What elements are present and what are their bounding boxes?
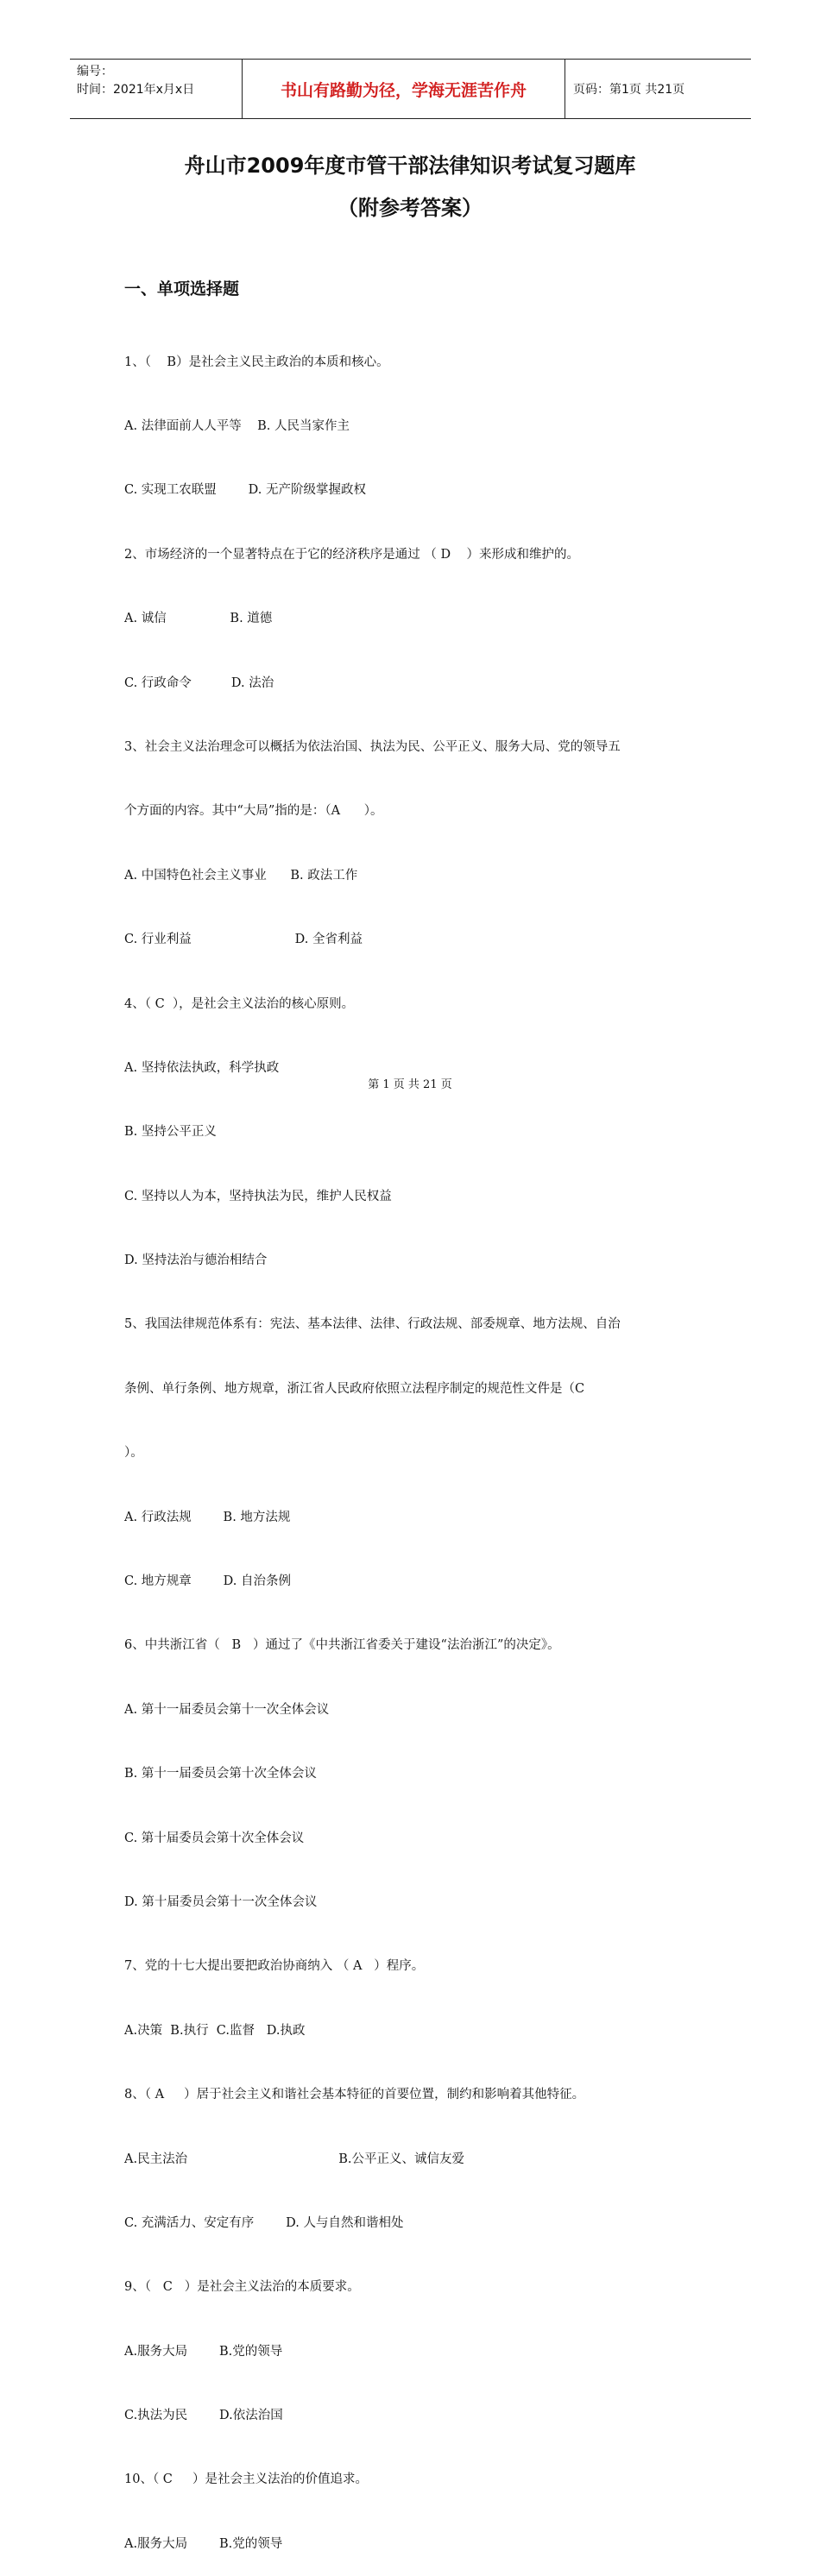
text-line: 8、（ A ）居于社会主义和谐社会基本特征的首要位置，制约和影响着其他特征。 — [124, 2088, 585, 2102]
text-line: 3、社会主义法治理念可以概括为依法治国、执法为民、公平正义、服务大局、党的领导五 — [124, 739, 621, 754]
text-line: 5、我国法律规范体系有：宪法、基本法律、法律、行政法规、部委规章、地方法规、自治 — [124, 1317, 621, 1332]
text-line: A. 坚持依法执政，科学执政 — [124, 1060, 280, 1075]
text-line: A. 中国特色社会主义事业 B. 政法工作 — [124, 868, 358, 883]
time-label: 时间：2021年x月x日 — [77, 83, 195, 97]
text-line: C. 行政命令 D. 法治 — [124, 675, 274, 690]
question-list — [124, 309, 701, 2576]
document-subtitle: （附参考答案） — [337, 196, 483, 220]
page-footer: 第 1 页 共 21 页 — [368, 1078, 452, 1091]
header-motto: 书山有路勤为径，学海无涯苦作舟 — [280, 80, 527, 100]
text-line: D. 第十届委员会第十一次全体会议 — [124, 1894, 318, 1909]
text-line: C.执法为民 D.依法治国 — [124, 2409, 283, 2423]
text-line: 2、市场经济的一个显著特点在于它的经济秩序是通过 （ D ）来形成和维护的。 — [124, 547, 580, 562]
text-line: A. 行政法规 B. 地方法规 — [124, 1510, 291, 1524]
text-line: A.服务大局 B.党的领导 — [124, 2344, 283, 2359]
text-line: 4、（ C ），是社会主义法治的核心原则。 — [124, 996, 355, 1011]
page-header — [70, 59, 751, 119]
text-line: A. 诚信 B. 道德 — [124, 612, 273, 626]
text-line: C. 充满活力、安定有序 D. 人与自然和谐相处 — [124, 2215, 404, 2230]
text-line: A.服务大局 B.党的领导 — [124, 2536, 283, 2551]
text-line: 1、（ B）是社会主义民主政治的本质和核心。 — [124, 355, 389, 369]
text-line: A. 法律面前人人平等 B. 人民当家作主 — [124, 418, 350, 433]
text-line: 7、党的十七大提出要把政治协商纳入 （ A ）程序。 — [124, 1959, 425, 1974]
text-line: A.民主法治 B.公平正义、诚信友爱 — [124, 2152, 464, 2166]
header-page-info: 页码：第1页 共21页 — [573, 83, 685, 97]
text-line: 9、（ C ）是社会主义法治的本质要求。 — [124, 2280, 360, 2295]
text-line: A.决策 B.执行 C.监督 D.执政 — [124, 2023, 306, 2038]
text-line: C. 行业利益 D. 全省利益 — [124, 933, 363, 947]
number-label: 编号： — [77, 65, 113, 79]
text-line: 个方面的内容。其中“大局”指的是：（A ）。 — [124, 804, 383, 819]
header-motto-cell — [243, 60, 565, 118]
text-line: B. 坚持公平正义 — [124, 1125, 217, 1140]
text-line: 条例、单行条例、地方规章，浙江省人民政府依照立法程序制定的规范性文件是（C — [124, 1381, 585, 1396]
text-line: ）。 — [124, 1446, 143, 1461]
text-line: C. 实现工农联盟 D. 无产阶级掌握政权 — [124, 483, 366, 498]
header-meta — [70, 60, 243, 118]
section-title: 一、单项选择题 — [124, 280, 240, 298]
text-line: A. 第十一届委员会第十一次全体会议 — [124, 1702, 330, 1717]
text-line: B. 第十一届委员会第十次全体会议 — [124, 1767, 317, 1781]
text-line: C. 坚持以人为本，坚持执法为民，维护人民权益 — [124, 1189, 392, 1203]
text-line: C. 地方规章 D. 自治条例 — [124, 1574, 291, 1589]
text-line: 10、（ C ）是社会主义法治的价值追求。 — [124, 2472, 368, 2487]
text-line: D. 坚持法治与德治相结合 — [124, 1253, 268, 1268]
text-line: 6、中共浙江省（ B ）通过了《中共浙江省委关于建设“法治浙江”的决定》。 — [124, 1638, 560, 1653]
text-line: C. 第十届委员会第十次全体会议 — [124, 1831, 305, 1845]
document-title: 舟山市2009年度市管干部法律知识考试复习题库 — [184, 154, 636, 178]
